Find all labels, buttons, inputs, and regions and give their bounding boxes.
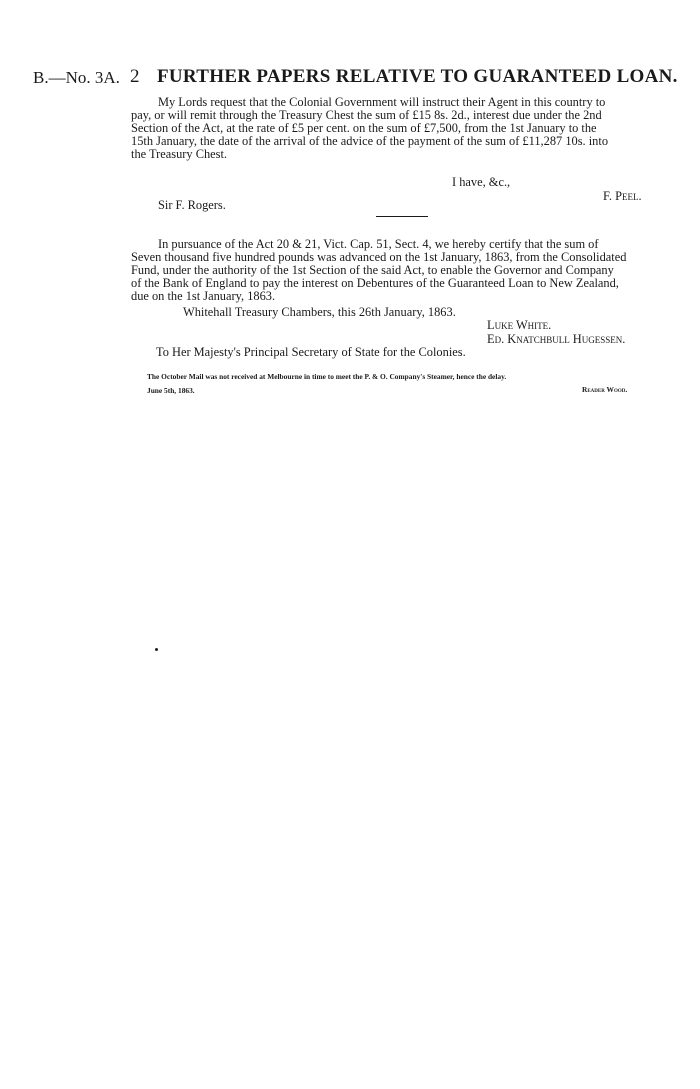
letter-signatory: F. Peel. (603, 189, 642, 203)
certificate-paragraph (131, 238, 679, 303)
page-header (33, 66, 678, 92)
paragraph-line: due on the 1st January, 1863. (131, 289, 276, 303)
section-divider (376, 216, 428, 217)
footnote-date: June 5th, 1863. (147, 386, 195, 395)
page-title: FURTHER PAPERS RELATIVE TO GUARANTEED LOAN. (157, 66, 678, 87)
paragraph-line: 15th January, the date of the arrival of the advice of the payment of the sum of £11,287 10s. into (131, 134, 609, 148)
print-speck (155, 648, 158, 651)
certificate-signatory: Luke White. (487, 318, 552, 332)
paragraph-line: the Treasury Chest. (131, 147, 228, 161)
letter-addressee: Sir F. Rogers. (158, 198, 226, 212)
paragraph-line: My Lords request that the Colonial Government will instruct their Agent in this country to (158, 95, 606, 109)
paragraph-line: pay, or will remit through the Treasury Chest the sum of £15 8s. 2d., interest due under the 2nd (131, 108, 602, 122)
certificate-addressee: To Her Majesty's Principal Secretary of State for the Colonies. (156, 345, 466, 359)
footnote-text: The October Mail was not received at Melbourne in time to meet the P. & O. Company's Steamer, hence the delay. (147, 372, 507, 381)
paragraph-line: Section of the Act, at the rate of £5 per cent. on the sum of £7,500, from the 1st January to the (131, 121, 597, 135)
paragraph-line: Seven thousand five hundred pounds was advanced on the 1st January, 1863, from the Consolidated (131, 250, 627, 264)
certificate-signatory: Ed. Knatchbull Hugessen. (487, 332, 626, 346)
footnote-signatory: Reader Wood. (582, 385, 628, 394)
letter-closing: I have, &c., (452, 175, 511, 189)
page-number: 2 (130, 66, 140, 87)
letter-paragraph (131, 96, 679, 161)
certificate-dateline: Whitehall Treasury Chambers, this 26th January, 1863. (183, 305, 456, 319)
document-reference: B.—No. 3A. (33, 68, 120, 87)
paragraph-line: Fund, under the authority of the 1st Section of the said Act, to enable the Governor and Company (131, 263, 614, 277)
paragraph-line: In pursuance of the Act 20 & 21, Vict. Cap. 51, Sect. 4, we hereby certify that the sum of (158, 237, 599, 251)
paragraph-line: of the Bank of England to pay the interest on Debentures of the Guaranteed Loan to New Zealand, (131, 276, 619, 290)
